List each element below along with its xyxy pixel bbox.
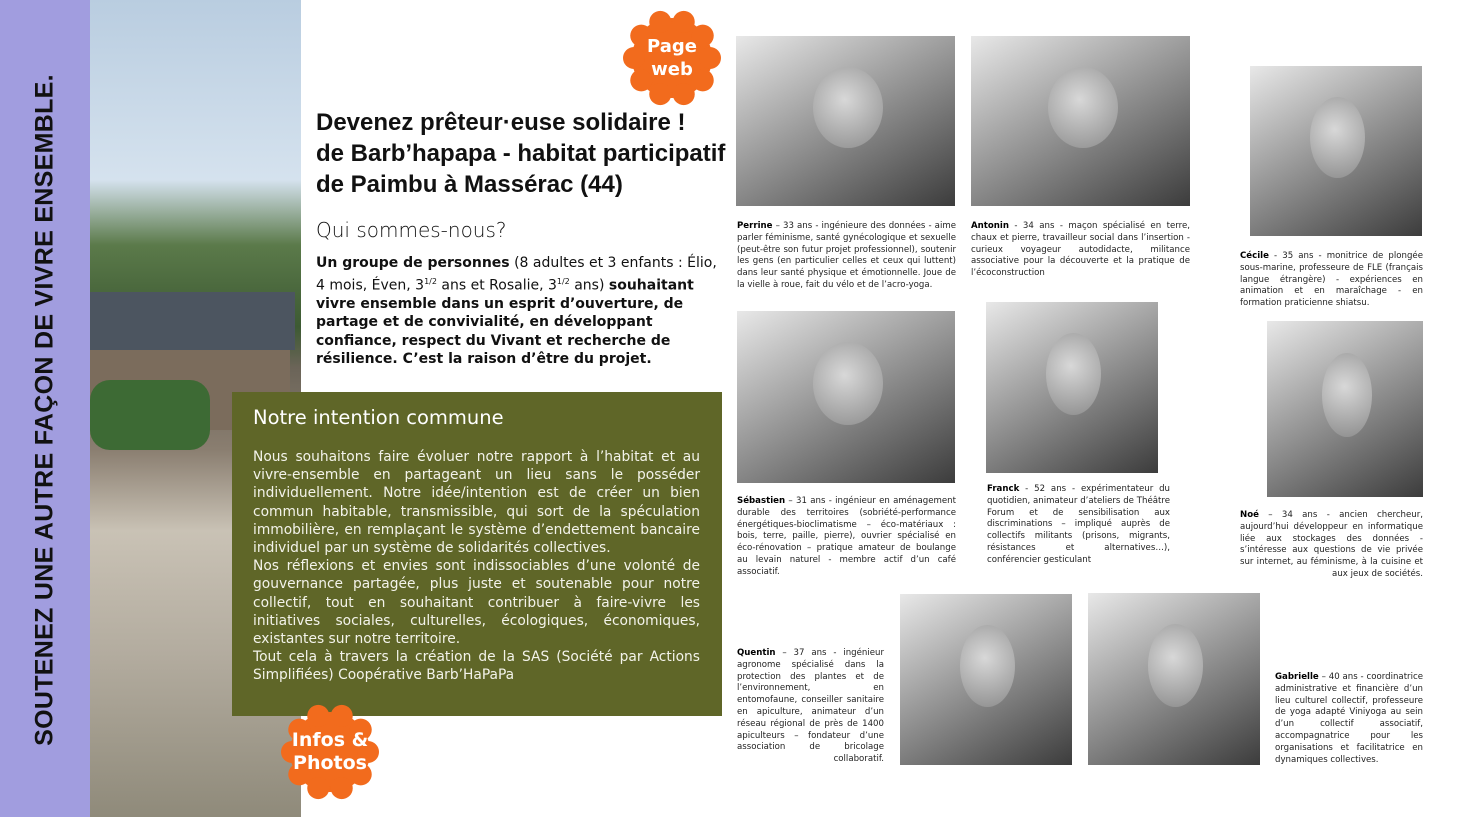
caption-sebastien: Sébastien – 31 ans - ingénieur en aménagement durable des territoires (sobriété-performance énergétiques-bioclimatisme – éco-matériaux : bois, terre, paille, pierre), ouvrier spécialisé en éco-rénovation – pratique amateur de boulange au levain naturel - membre actif d’un café associatif. bbox=[737, 496, 956, 577]
intention-box bbox=[232, 392, 722, 716]
side-banner bbox=[0, 0, 90, 817]
photo-antonin bbox=[971, 36, 1190, 206]
ivy bbox=[90, 380, 210, 450]
caption-franck: Franck - 52 ans - expérimentateur du quotidien, animateur d’ateliers de Théâtre Forum et de sensibilisation aux discriminations – impliqué auprès de collectifs militants (prisons, migrants, résistances et alternatives…), conférencier gesticulant bbox=[987, 484, 1170, 565]
caption-noe: Noé – 34 ans - ancien chercheur, aujourd’hui développeur en informatique liée aux stockages des données - s’intéresse aux questions de vie privée sur internet, au féminisme, à la cuisine et aux jeux de sociétés. bbox=[1240, 510, 1423, 579]
photo-noe bbox=[1267, 321, 1423, 497]
sup: 1/2 bbox=[424, 276, 437, 286]
badge-label: Infos & Photos bbox=[291, 729, 369, 774]
photo-cecile bbox=[1250, 66, 1422, 236]
photo-perrine bbox=[736, 36, 955, 206]
intention-p1: Nous souhaitons faire évoluer notre rapport à l’habitat et au vivre-ensemble en partageant un lieu sans le posséder individuellement. Notre idée/intention est de créer un bien commun habitable, transmissible, qui sort de la spéculation immobilière, en remplaçant le système d’endettement bancaire individuel par un système de solidarités collectives. bbox=[253, 449, 700, 557]
who-text: ans et Rosalie, 3 bbox=[436, 277, 557, 294]
caption-perrine: Perrine – 33 ans - ingénieure des données - aime parler féminisme, santé gynécologique et sexuelle (peut-être son futur projet professionnel), soutenir les gens (en particulier celles et ceux qui luttent) dans leur santé physique et émotionnelle. Joue de la vielle à roue, fait du vélo et de l’acro-yoga. bbox=[737, 221, 956, 290]
web-page-badge[interactable] bbox=[622, 8, 722, 108]
side-banner-text: SOUTENEZ UNE AUTRE FAÇON DE VIVRE ENSEMBLE. bbox=[30, 74, 59, 746]
photo-quentin bbox=[900, 594, 1072, 765]
caption-cecile: Cécile - 35 ans - monitrice de plongée sous-marine, professeure de FLE (français langue étrangère) - expériences en animation et en maraîchage - en formation praticienne shiatsu. bbox=[1240, 251, 1423, 309]
page-title bbox=[316, 107, 725, 200]
house-roof bbox=[90, 292, 295, 350]
intention-p2: Nos réflexions et envies sont indissociables d’une volonté de gouvernance partagée, plus juste et soutenable pour notre collectif, tout en souhaitant contribuer à faire-vivre les initiatives sociales, culturelles, écologiques, économiques, existantes sur notre territoire. bbox=[253, 558, 700, 648]
who-paragraph bbox=[316, 254, 726, 369]
photo-franck bbox=[986, 302, 1158, 473]
who-bold: souhaitant vivre ensemble dans un esprit d’ouverture, de partage et de convivialité, en développant confiance, respect du Vivant et recherche de résilience. C’est la raison d’être du projet. bbox=[316, 277, 694, 368]
intention-p3: Tout cela à travers la création de la SAS (Société par Actions Simplifiées) Coopérative Barb’HaPaPa bbox=[253, 649, 700, 684]
photo-sebastien bbox=[737, 311, 955, 483]
who-text: ans) bbox=[569, 277, 609, 294]
badge-label: Page web bbox=[647, 36, 697, 80]
sup: 1/2 bbox=[556, 276, 570, 286]
title-line: Devenez prêteur·euse solidaire ! bbox=[316, 109, 686, 136]
title-line: de Barb’hapapa - habitat participatif bbox=[316, 140, 726, 167]
who-heading: Qui sommes-nous? bbox=[316, 218, 507, 242]
caption-quentin: Quentin – 37 ans - ingénieur agronome spécialisé dans la protection des plantes et de l’environnement, en entomofaune, conseiller sanitaire en apiculture, animateur d’un réseau régional de près de 1400 apiculteurs – fondateur d’une association de bricolage collaboratif. bbox=[737, 648, 884, 765]
who-bold: Un groupe de personnes bbox=[316, 255, 510, 271]
intention-heading: Notre intention commune bbox=[253, 406, 504, 429]
who-text: (8 adultes et 3 enfants : Élio, 4 mois, Éven, 3 bbox=[316, 255, 717, 294]
caption-gabrielle: Gabrielle – 40 ans - coordinatrice administrative et financière d’un lieu culturel collectif, professeure de yoga adapté Viniyoga au sein d’un collectif associatif, accompagnatrice pour les organisations et facilitatrice en dynamiques collectives. bbox=[1275, 672, 1423, 765]
caption-antonin: Antonin - 34 ans - maçon spécialisé en terre, chaux et pierre, travailleur social dans l’insertion - curieux voyageur autodidacte, militance associative pour la découverte et la pratique de l’écoconstruction bbox=[971, 221, 1190, 279]
photo-gabrielle bbox=[1088, 593, 1260, 765]
infos-photos-badge[interactable] bbox=[280, 702, 380, 802]
title-line: de Paimbu à Massérac (44) bbox=[316, 171, 623, 198]
